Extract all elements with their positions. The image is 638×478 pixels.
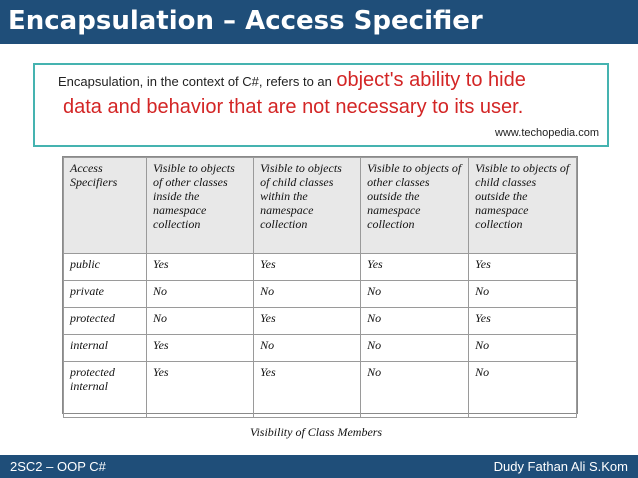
header-child-classes-outside: Visible to objects of child classes outside the namespace collection [469, 158, 577, 254]
quote-highlight-1: object's ability to hide [336, 69, 526, 91]
header-child-classes-within: Visible to objects of child classes within the namespace collection [254, 158, 361, 254]
table-row [64, 281, 577, 308]
footer-bar [0, 455, 638, 478]
definition-quote-box [33, 63, 609, 147]
table-cell: Yes [469, 308, 577, 335]
slide-title: Encapsulation – Access Specifier [8, 6, 483, 36]
table-cell: No [361, 362, 469, 418]
table-cell: No [469, 281, 577, 308]
header-other-classes-outside: Visible to objects of other classes outside the namespace collection [361, 158, 469, 254]
table-cell: No [469, 362, 577, 418]
table-cell: Yes [147, 254, 254, 281]
table-row [64, 308, 577, 335]
table-cell: Yes [469, 254, 577, 281]
specifier-cell: internal [64, 335, 147, 362]
table-cell: No [361, 281, 469, 308]
quote-highlight-2: data and behavior that are not necessary to its user. [63, 96, 524, 118]
table-cell: No [361, 308, 469, 335]
quote-line-1 [58, 69, 526, 92]
header-other-classes-inside: Visible to objects of other classes inside the namespace collection [147, 158, 254, 254]
table-cell: No [254, 281, 361, 308]
table-row [64, 362, 577, 418]
quote-source: www.techopedia.com [495, 127, 599, 139]
table-row [64, 254, 577, 281]
table-header-row [64, 158, 577, 254]
access-specifier-table-frame [62, 156, 578, 414]
table-cell: Yes [147, 335, 254, 362]
access-specifier-table [63, 157, 577, 418]
table-cell: No [147, 308, 254, 335]
title-bar [0, 0, 638, 44]
footer-author: Dudy Fathan Ali S.Kom [493, 459, 628, 474]
table-cell: No [469, 335, 577, 362]
table-cell: No [254, 335, 361, 362]
table-cell: Yes [254, 362, 361, 418]
specifier-cell: protected internal [64, 362, 147, 418]
table-row [64, 335, 577, 362]
table-cell: Yes [254, 308, 361, 335]
table-cell: No [361, 335, 469, 362]
table-cell: No [147, 281, 254, 308]
table-caption: Visibility of Class Members [250, 425, 383, 439]
table-cell: Yes [361, 254, 469, 281]
table-cell: Yes [147, 362, 254, 418]
specifier-cell: protected [64, 308, 147, 335]
table-cell: Yes [254, 254, 361, 281]
specifier-cell: private [64, 281, 147, 308]
quote-intro: Encapsulation, in the context of C#, refers to an [58, 74, 332, 89]
footer-course: 2SC2 – OOP C# [10, 459, 106, 474]
header-access-specifiers: Access Specifiers [64, 158, 147, 254]
specifier-cell: public [64, 254, 147, 281]
